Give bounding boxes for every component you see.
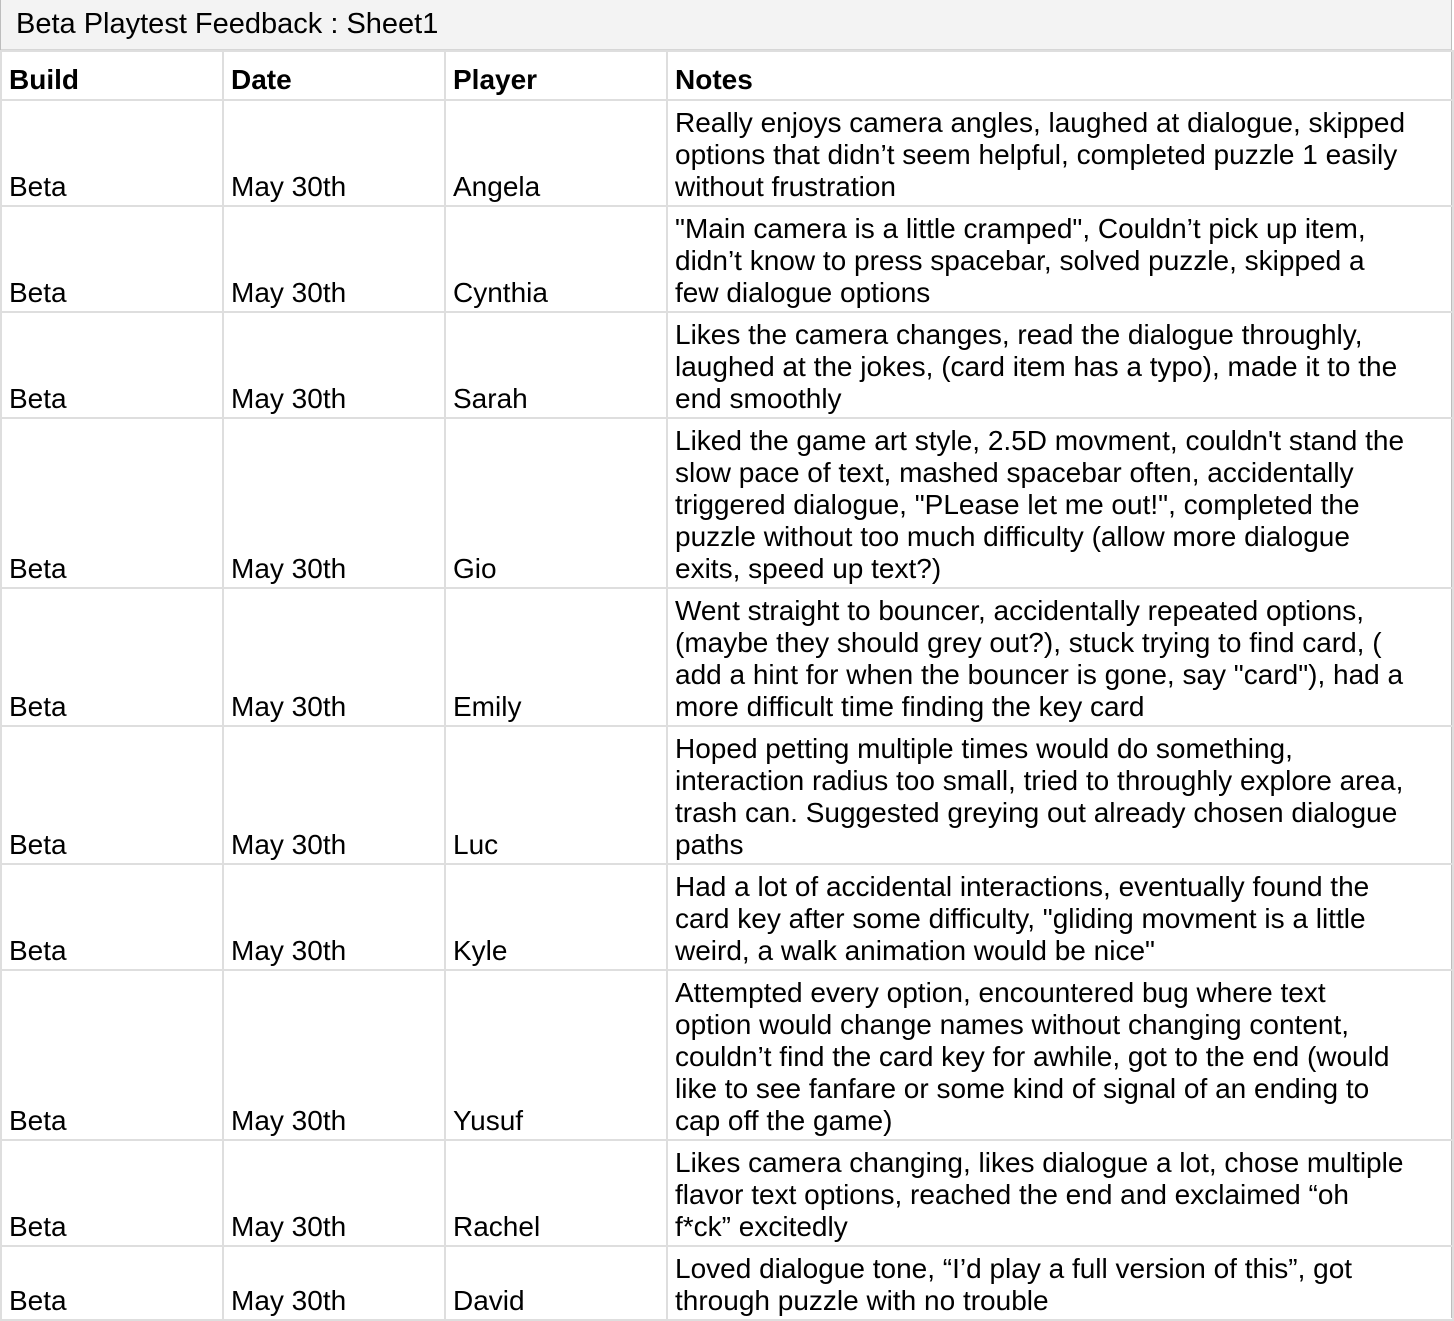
cell-date[interactable]: May 30th [223,206,445,312]
cell-date[interactable]: May 30th [223,418,445,588]
cell-date[interactable]: May 30th [223,1140,445,1246]
table-row [1,1246,1453,1320]
header-build[interactable]: Build [1,51,223,100]
cell-notes[interactable]: Likes the camera changes, read the dialogue throughly, laughed at the jokes, (card item has a typo), made it to the end smoothly [667,312,1453,418]
cell-build[interactable]: Beta [1,1140,223,1246]
cell-date[interactable]: May 30th [223,970,445,1140]
cell-date[interactable]: May 30th [223,1246,445,1320]
cell-notes[interactable]: Liked the game art style, 2.5D movment, couldn't stand the slow pace of text, mashed spacebar often, accidentally triggered dialogue, "PLease let me out!", completed the puzzle without too much difficulty (allow more dialogue exits, speed up text?) [667,418,1453,588]
cell-player[interactable]: Gio [445,418,667,588]
cell-date[interactable]: May 30th [223,312,445,418]
header-row [1,51,1453,100]
cell-date[interactable]: May 30th [223,726,445,864]
cell-notes[interactable]: Had a lot of accidental interactions, eventually found the card key after some difficulty, "gliding movment is a little weird, a walk animation would be nice" [667,864,1453,970]
table-row [1,588,1453,726]
cell-build[interactable]: Beta [1,100,223,206]
table-row [1,726,1453,864]
cell-notes[interactable]: Hoped petting multiple times would do something, interaction radius too small, tried to throughly explore area, trash can. Suggested greying out already chosen dialogue paths [667,726,1453,864]
cell-build[interactable]: Beta [1,726,223,864]
cell-player[interactable]: Emily [445,588,667,726]
table-row [1,100,1453,206]
cell-build[interactable]: Beta [1,864,223,970]
table-row [1,206,1453,312]
feedback-table [0,50,1454,1321]
sheet-title: Beta Playtest Feedback : Sheet1 [1,0,1451,50]
cell-build[interactable]: Beta [1,418,223,588]
cell-player[interactable]: Cynthia [445,206,667,312]
table-row [1,418,1453,588]
cell-player[interactable]: David [445,1246,667,1320]
header-player[interactable]: Player [445,51,667,100]
cell-notes[interactable]: "Main camera is a little cramped", Couldn’t pick up item, didn’t know to press spacebar, solved puzzle, skipped a few dialogue options [667,206,1453,312]
cell-build[interactable]: Beta [1,588,223,726]
table-row [1,970,1453,1140]
cell-build[interactable]: Beta [1,1246,223,1320]
cell-notes[interactable]: Went straight to bouncer, accidentally repeated options, (maybe they should grey out?), stuck trying to find card, ( add a hint for when the bouncer is gone, say "card"), had a more difficult time finding the key card [667,588,1453,726]
cell-player[interactable]: Angela [445,100,667,206]
table-row [1,1140,1453,1246]
cell-build[interactable]: Beta [1,970,223,1140]
cell-date[interactable]: May 30th [223,588,445,726]
cell-build[interactable]: Beta [1,206,223,312]
cell-player[interactable]: Yusuf [445,970,667,1140]
cell-build[interactable]: Beta [1,312,223,418]
cell-player[interactable]: Sarah [445,312,667,418]
cell-date[interactable]: May 30th [223,100,445,206]
cell-notes[interactable]: Attempted every option, encountered bug where text option would change names without changing content, couldn’t find the card key for awhile, got to the end (would like to see fanfare or some kind of signal of an ending to cap off the game) [667,970,1453,1140]
cell-notes[interactable]: Really enjoys camera angles, laughed at dialogue, skipped options that didn’t seem helpful, completed puzzle 1 easily without frustration [667,100,1453,206]
cell-notes[interactable]: Loved dialogue tone, “I’d play a full version of this”, got through puzzle with no trouble [667,1246,1453,1320]
table-row [1,864,1453,970]
header-notes[interactable]: Notes [667,51,1453,100]
header-date[interactable]: Date [223,51,445,100]
cell-player[interactable]: Luc [445,726,667,864]
cell-player[interactable]: Rachel [445,1140,667,1246]
table-row [1,312,1453,418]
cell-player[interactable]: Kyle [445,864,667,970]
cell-notes[interactable]: Likes camera changing, likes dialogue a lot, chose multiple flavor text options, reached the end and exclaimed “oh f*ck” excitedly [667,1140,1453,1246]
cell-date[interactable]: May 30th [223,864,445,970]
